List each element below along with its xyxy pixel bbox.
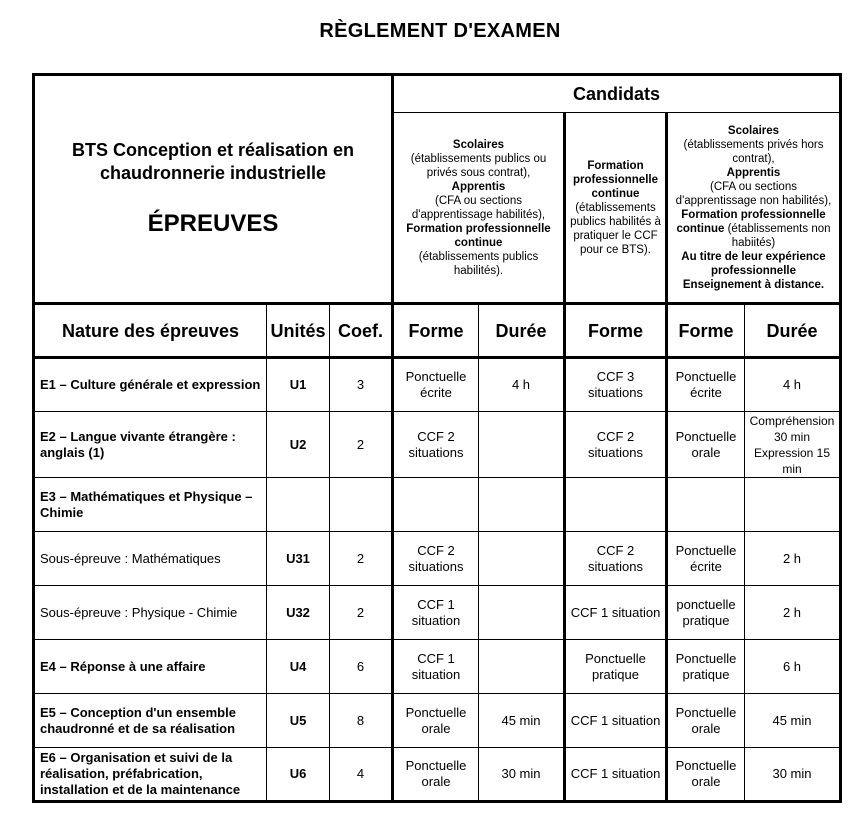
unit-cell: U6 <box>267 748 330 802</box>
cat1-a-text: (établissements publics ou privés sous contrat), <box>410 152 547 179</box>
col-nature: Nature des épreuves <box>34 304 267 358</box>
duree-1-cell: 45 min <box>479 694 565 748</box>
table-row <box>34 694 841 748</box>
duree-1-cell <box>479 412 565 478</box>
category-1-cell <box>393 113 565 304</box>
col-duree-3: Durée <box>745 304 841 358</box>
forme-3-cell: Ponctuelle écrite <box>667 358 745 412</box>
duree-3-cell: 45 min <box>745 694 841 748</box>
candidats-header: Candidats <box>393 75 841 113</box>
duree-1-cell <box>479 640 565 694</box>
category-3-cell <box>667 113 841 304</box>
duree-3-cell: 30 min <box>745 748 841 802</box>
page-title: RÈGLEMENT D'EXAMEN <box>319 20 561 42</box>
duree-3-cell: 6 h <box>745 640 841 694</box>
table-row <box>34 478 841 532</box>
forme-2-cell: CCF 1 situation <box>565 586 667 640</box>
cat3-b-title: Apprentis <box>726 166 781 179</box>
cat3-d-title: Au titre de leur expérience professionnelle <box>681 250 826 277</box>
unit-cell: U2 <box>267 412 330 478</box>
unit-cell <box>267 478 330 532</box>
forme-3-cell: Ponctuelle écrite <box>667 532 745 586</box>
unit-cell: U4 <box>267 640 330 694</box>
cat3-c-title: Formation professionnelle continue <box>676 208 826 235</box>
forme-2-cell: CCF 2 situations <box>565 532 667 586</box>
table-row <box>34 586 841 640</box>
cat1-c-text: (établissements publics habilités). <box>418 250 539 277</box>
cat3-a-text: (établissements privés hors contrat), <box>683 138 824 165</box>
epreuve-name: E5 – Conception d'un ensemble chaudronné et de sa réalisation <box>34 694 267 748</box>
table-row <box>34 532 841 586</box>
cat3-c-text: (établissements non habiités) <box>727 222 831 249</box>
duree-3-cell: 4 h <box>745 358 841 412</box>
cat1-c-title: Formation professionnelle continue <box>406 222 551 249</box>
forme-3-cell <box>667 478 745 532</box>
forme-3-cell: Ponctuelle pratique <box>667 640 745 694</box>
epreuve-name: E1 – Culture générale et expression <box>34 358 267 412</box>
duree-1-cell <box>479 586 565 640</box>
category-2-cell <box>565 113 667 304</box>
cat3-e-title: Enseignement à distance. <box>682 278 825 291</box>
epreuves-title: ÉPREUVES <box>147 210 279 237</box>
coef-cell <box>330 478 393 532</box>
diploma-title: BTS Conception et réalisation en chaudronnerie industrielle <box>71 140 355 183</box>
coef-cell: 2 <box>330 532 393 586</box>
diploma-header-cell <box>34 75 393 304</box>
cat1-b-title: Apprentis <box>451 180 506 193</box>
col-forme-1: Forme <box>393 304 479 358</box>
col-unites: Unités <box>267 304 330 358</box>
col-coef: Coef. <box>330 304 393 358</box>
duree-3-cell: 2 h <box>745 586 841 640</box>
exam-regulation-table <box>32 73 842 803</box>
cat2-a-text: (établissements publics habilités à pratiquer le CCF pour ce BTS). <box>570 201 661 256</box>
table-row <box>34 640 841 694</box>
epreuve-name: Sous-épreuve : Physique - Chimie <box>34 586 267 640</box>
forme-2-cell <box>565 478 667 532</box>
col-duree-1: Durée <box>479 304 565 358</box>
duree-3-cell: 2 h <box>745 532 841 586</box>
cat1-a-title: Scolaires <box>452 138 505 151</box>
coef-cell: 4 <box>330 748 393 802</box>
forme-3-cell: Ponctuelle orale <box>667 748 745 802</box>
duree-3-cell: Compréhension 30 min Expression 15 min <box>745 412 841 478</box>
forme-3-cell: Ponctuelle orale <box>667 694 745 748</box>
table-row <box>34 358 841 412</box>
forme-2-cell: CCF 2 situations <box>565 412 667 478</box>
col-forme-2: Forme <box>565 304 667 358</box>
duree-1-cell: 30 min <box>479 748 565 802</box>
forme-2-cell: Ponctuelle pratique <box>565 640 667 694</box>
coef-cell: 8 <box>330 694 393 748</box>
duree-1-cell <box>479 532 565 586</box>
epreuve-name: E4 – Réponse à une affaire <box>34 640 267 694</box>
forme-1-cell: CCF 2 situations <box>393 412 479 478</box>
epreuve-name: Sous-épreuve : Mathématiques <box>34 532 267 586</box>
cat3-b-text: (CFA ou sections d'apprentissage non habilités), <box>675 180 832 207</box>
forme-3-cell: Ponctuelle orale <box>667 412 745 478</box>
epreuve-name: E3 – Mathématiques et Physique – Chimie <box>34 478 267 532</box>
forme-1-cell <box>393 478 479 532</box>
coef-cell: 3 <box>330 358 393 412</box>
cat3-a-title: Scolaires <box>727 124 780 137</box>
epreuve-name: E2 – Langue vivante étrangère : anglais (1) <box>34 412 267 478</box>
forme-1-cell: CCF 2 situations <box>393 532 479 586</box>
forme-2-cell: CCF 1 situation <box>565 748 667 802</box>
unit-cell: U1 <box>267 358 330 412</box>
forme-3-cell: ponctuelle pratique <box>667 586 745 640</box>
forme-1-cell: Ponctuelle orale <box>393 694 479 748</box>
forme-1-cell: Ponctuelle orale <box>393 748 479 802</box>
duree-3-cell <box>745 478 841 532</box>
forme-1-cell: CCF 1 situation <box>393 640 479 694</box>
cat1-b-text: (CFA ou sections d'apprentissage habilités), <box>411 194 546 221</box>
table-row <box>34 412 841 478</box>
unit-cell: U5 <box>267 694 330 748</box>
cat2-a-title: Formation professionnelle continue <box>573 159 658 200</box>
forme-2-cell: CCF 1 situation <box>565 694 667 748</box>
col-forme-3: Forme <box>667 304 745 358</box>
epreuve-name: E6 – Organisation et suivi de la réalisation, préfabrication, installation et de la maintenance <box>34 748 267 802</box>
duree-1-cell <box>479 478 565 532</box>
unit-cell: U31 <box>267 532 330 586</box>
forme-2-cell: CCF 3 situations <box>565 358 667 412</box>
table-row <box>34 748 841 802</box>
forme-1-cell: Ponctuelle écrite <box>393 358 479 412</box>
coef-cell: 6 <box>330 640 393 694</box>
coef-cell: 2 <box>330 412 393 478</box>
unit-cell: U32 <box>267 586 330 640</box>
duree-1-cell: 4 h <box>479 358 565 412</box>
forme-1-cell: CCF 1 situation <box>393 586 479 640</box>
coef-cell: 2 <box>330 586 393 640</box>
